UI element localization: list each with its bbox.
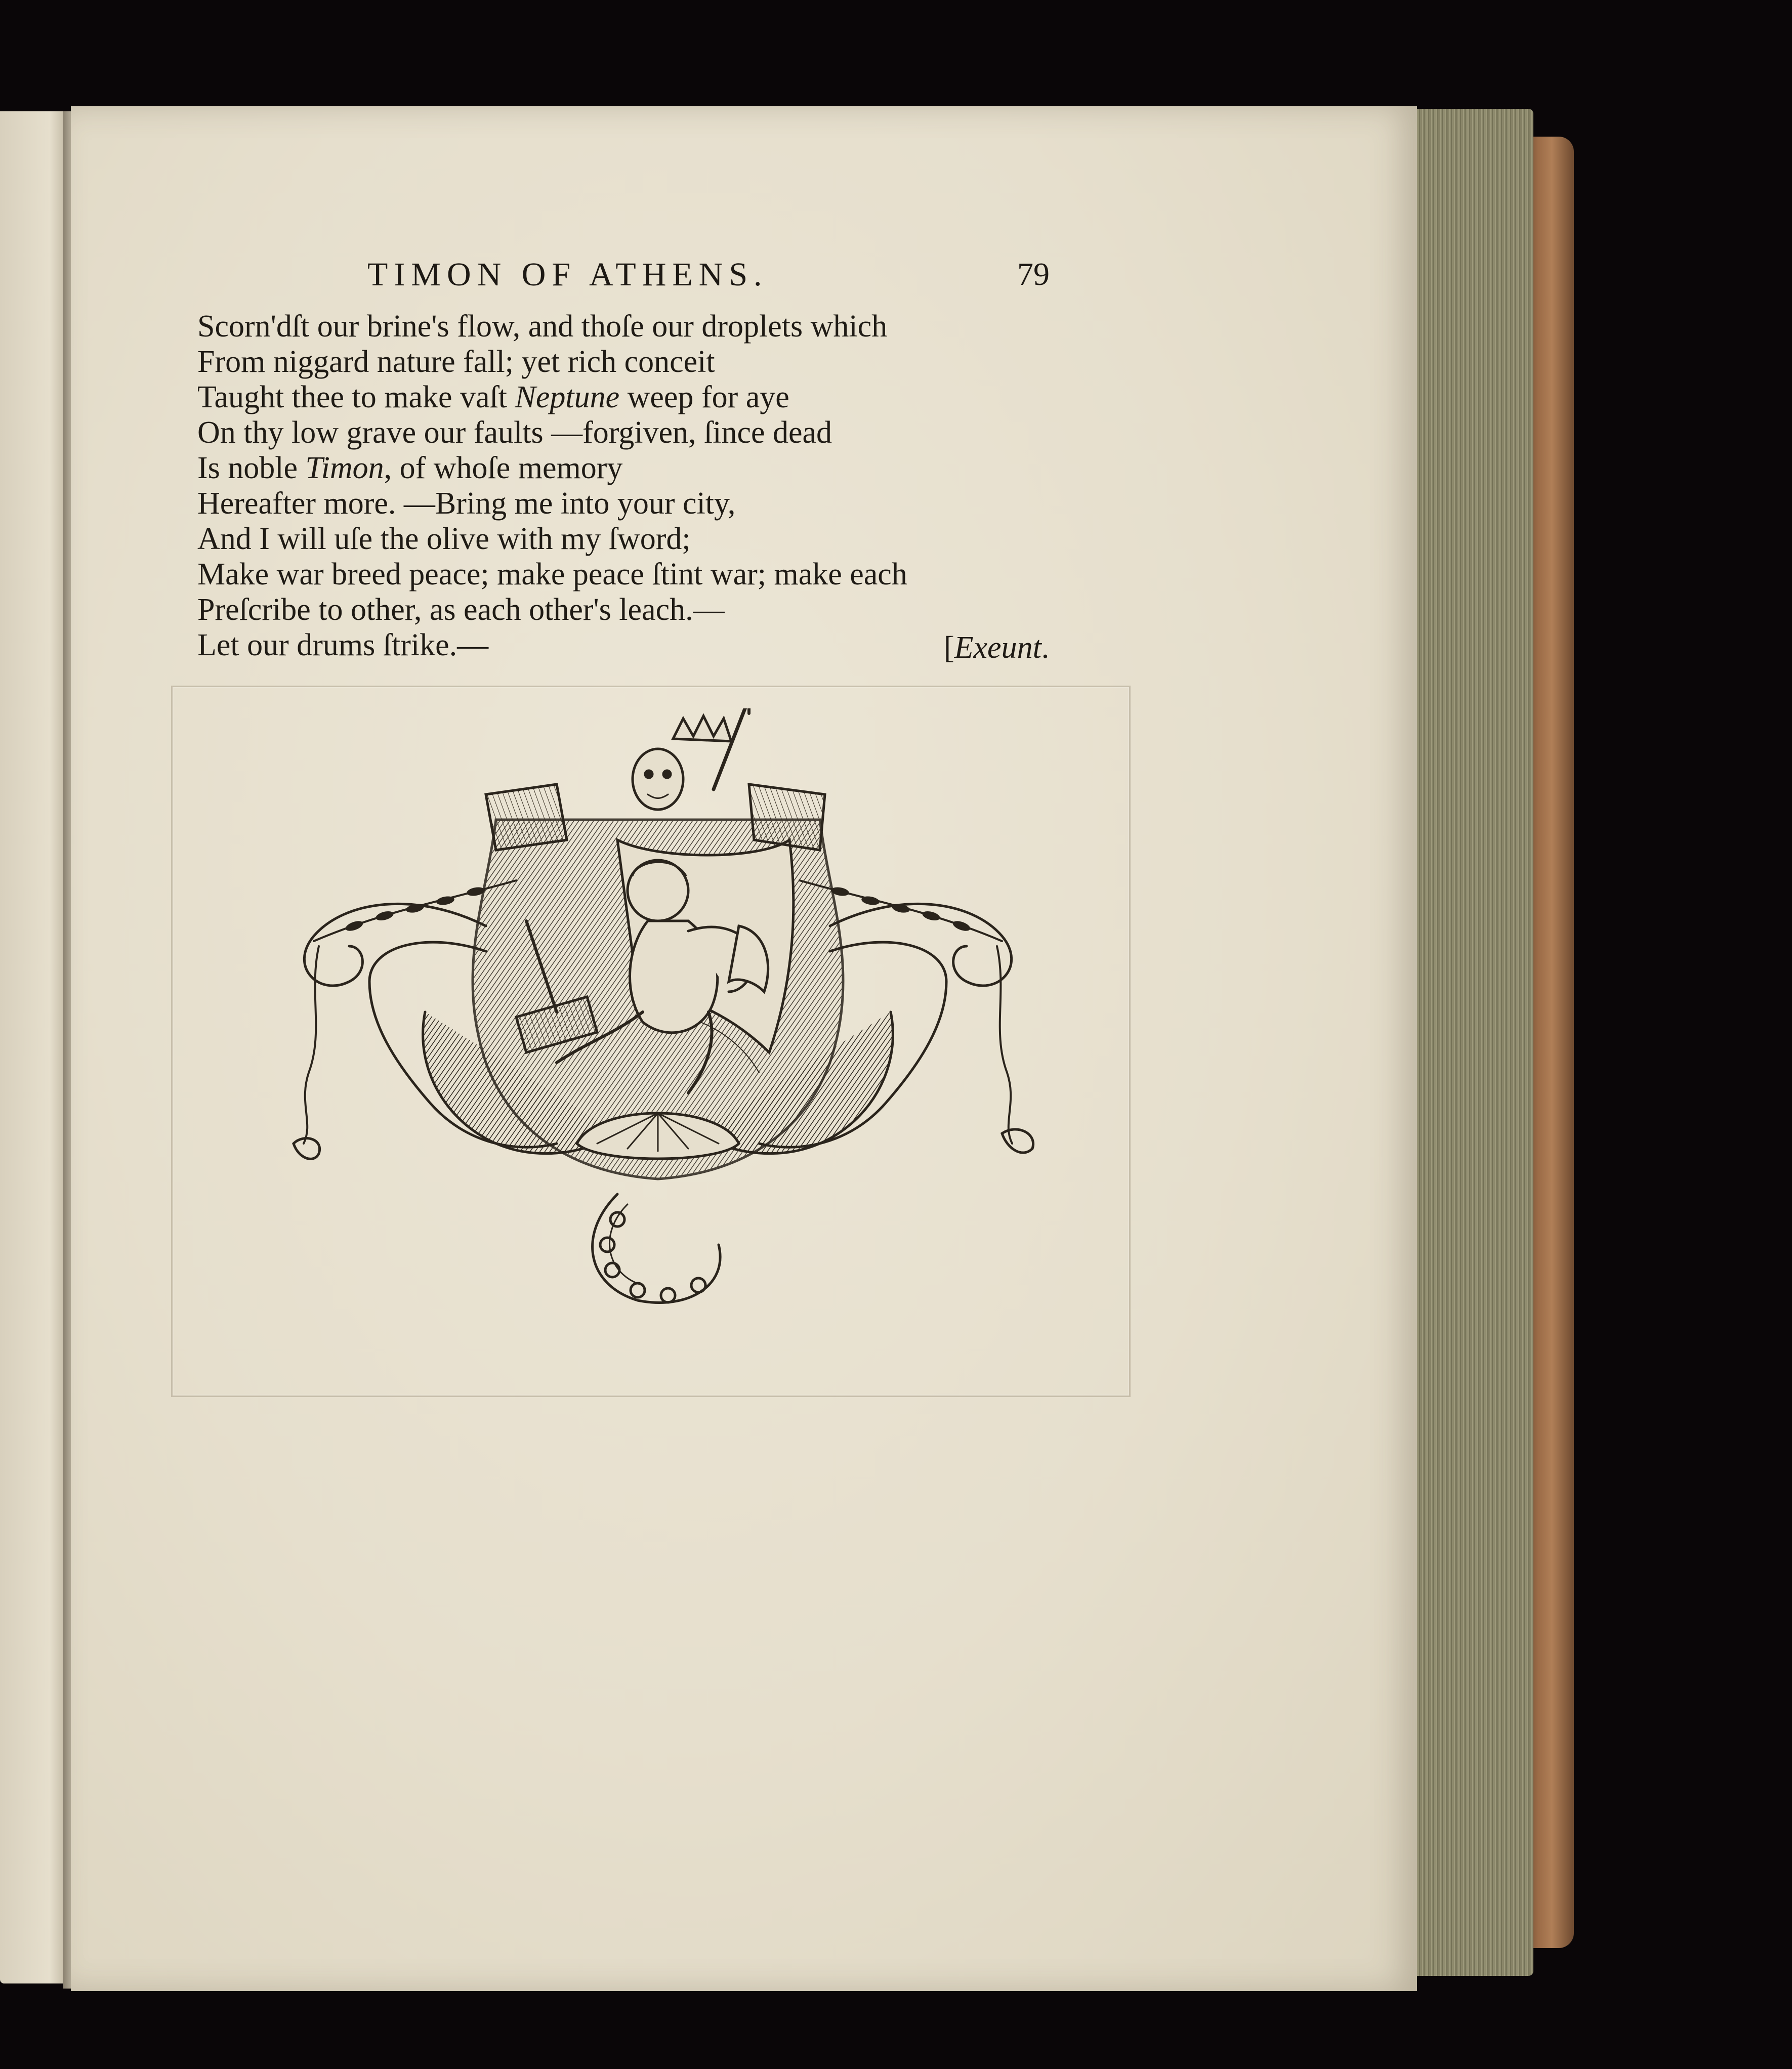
verse-line: From niggard nature fall; yet rich conceit	[197, 345, 715, 379]
verse-line: Make war breed peace; make peace ſtint war; make each	[197, 557, 907, 592]
verse-line: Preſcribe to other, as each other's leach.—	[197, 593, 725, 627]
page-number: 79	[1017, 256, 1050, 292]
verse-line: Hereafter more. —Bring me into your city,	[197, 486, 736, 521]
verse-line: And I will uſe the olive with my ſword;	[197, 522, 691, 556]
verse-block	[197, 309, 1083, 663]
rococo-cartouche-with-cherub-engraving	[202, 708, 1113, 1366]
stage-direction-exeunt: [Exeunt.	[944, 630, 1050, 665]
page-block-fore-edge	[1412, 109, 1533, 1976]
verse-line: Taught thee to make vaſt Neptune weep for aye	[197, 380, 789, 414]
facing-page-edge	[0, 111, 71, 1983]
verse-line: On thy low grave our faults —forgiven, ſince dead	[197, 415, 832, 450]
running-title: TIMON OF ATHENS.	[367, 256, 768, 293]
verse-line: Let our drums ſtrike.—	[197, 628, 489, 662]
verse-line: Is noble Timon, of whoſe memory	[197, 451, 623, 485]
verse-line: Scorn'dſt our brine's flow, and thoſe our droplets which	[197, 309, 888, 344]
